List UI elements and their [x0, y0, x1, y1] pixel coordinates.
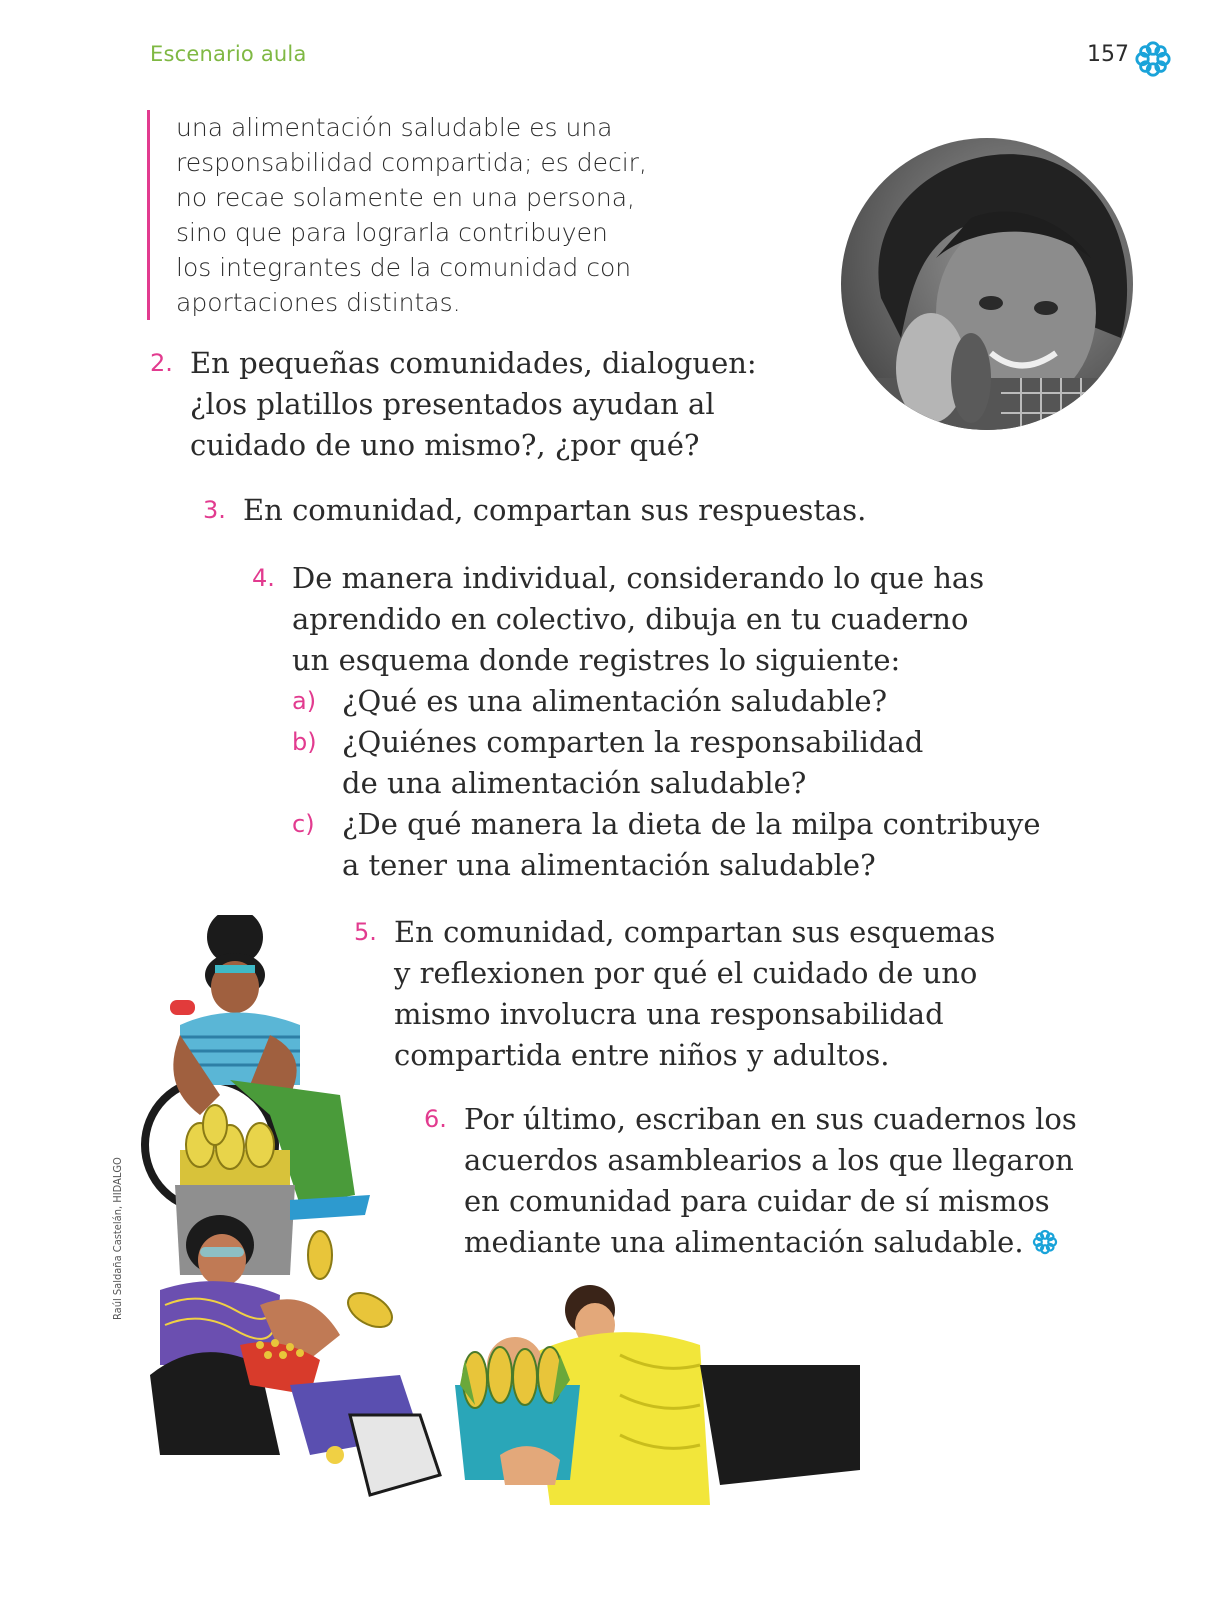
- section-title: Escenario aula: [150, 42, 307, 66]
- step-number: 2.: [150, 349, 173, 377]
- subitem-line: ¿Qué es una alimentación saludable?: [342, 684, 888, 718]
- step-number: 3.: [203, 496, 226, 524]
- quote-line: una alimentación saludable es una: [176, 113, 613, 142]
- step-line: acuerdos asamblearios a los que llegaron: [464, 1143, 1074, 1177]
- step-number: 6.: [424, 1105, 447, 1133]
- step-line: mediante una alimentación saludable.: [464, 1225, 1024, 1259]
- step-line: En comunidad, compartan sus respuestas.: [243, 493, 867, 527]
- step-line: aprendido en colectivo, dibuja en tu cuaderno: [292, 602, 969, 636]
- step-line: Por último, escriban en sus cuadernos los: [464, 1102, 1077, 1136]
- subitem-letter: b): [292, 728, 317, 756]
- smiling-girl-photo: [841, 138, 1133, 430]
- step-line: cuidado de uno mismo?, ¿por qué?: [190, 428, 700, 462]
- step-line: y reflexionen por qué el cuidado de uno: [394, 956, 978, 990]
- step-line: De manera individual, considerando lo que has: [292, 561, 985, 595]
- quote-block: [147, 110, 736, 320]
- step-line: ¿los platillos presentados ayudan al: [190, 387, 715, 421]
- quote-line: no recae solamente en una persona,: [176, 183, 635, 212]
- step-line: un esquema donde registres lo siguiente:: [292, 643, 901, 677]
- quote-line: aportaciones distintas.: [176, 288, 461, 317]
- step-line: mismo involucra una responsabilidad: [394, 997, 944, 1031]
- subitem-line: ¿Quiénes comparten la responsabilidad: [342, 725, 924, 759]
- subitem-line: de una alimentación saludable?: [342, 766, 807, 800]
- step-line: En comunidad, compartan sus esquemas: [394, 915, 996, 949]
- step-line: compartida entre niños y adultos.: [394, 1038, 890, 1072]
- subitem-line: a tener una alimentación saludable?: [342, 848, 876, 882]
- subitem-letter: a): [292, 687, 317, 715]
- flower-knot-icon: [1134, 40, 1172, 78]
- page-number: 157: [1087, 42, 1129, 67]
- subitem-letter: c): [292, 810, 315, 838]
- step-number: 5.: [354, 918, 377, 946]
- step-line: En pequeñas comunidades, dialoguen:: [190, 346, 757, 380]
- quote-line: sino que para lograrla contribuyen: [176, 218, 608, 247]
- children-with-corn-illustration: [140, 915, 870, 1515]
- quote-line: los integrantes de la comunidad con: [176, 253, 632, 282]
- flower-knot-icon: [1032, 1229, 1058, 1255]
- quote-line: responsabilidad compartida; es decir,: [176, 148, 647, 177]
- step-line: en comunidad para cuidar de sí mismos: [464, 1184, 1050, 1218]
- illustration-credit: Raúl Saldaña Castelán, HIDALGO: [111, 1157, 124, 1320]
- subitem-line: ¿De qué manera la dieta de la milpa contribuye: [342, 807, 1041, 841]
- step-number: 4.: [252, 564, 275, 592]
